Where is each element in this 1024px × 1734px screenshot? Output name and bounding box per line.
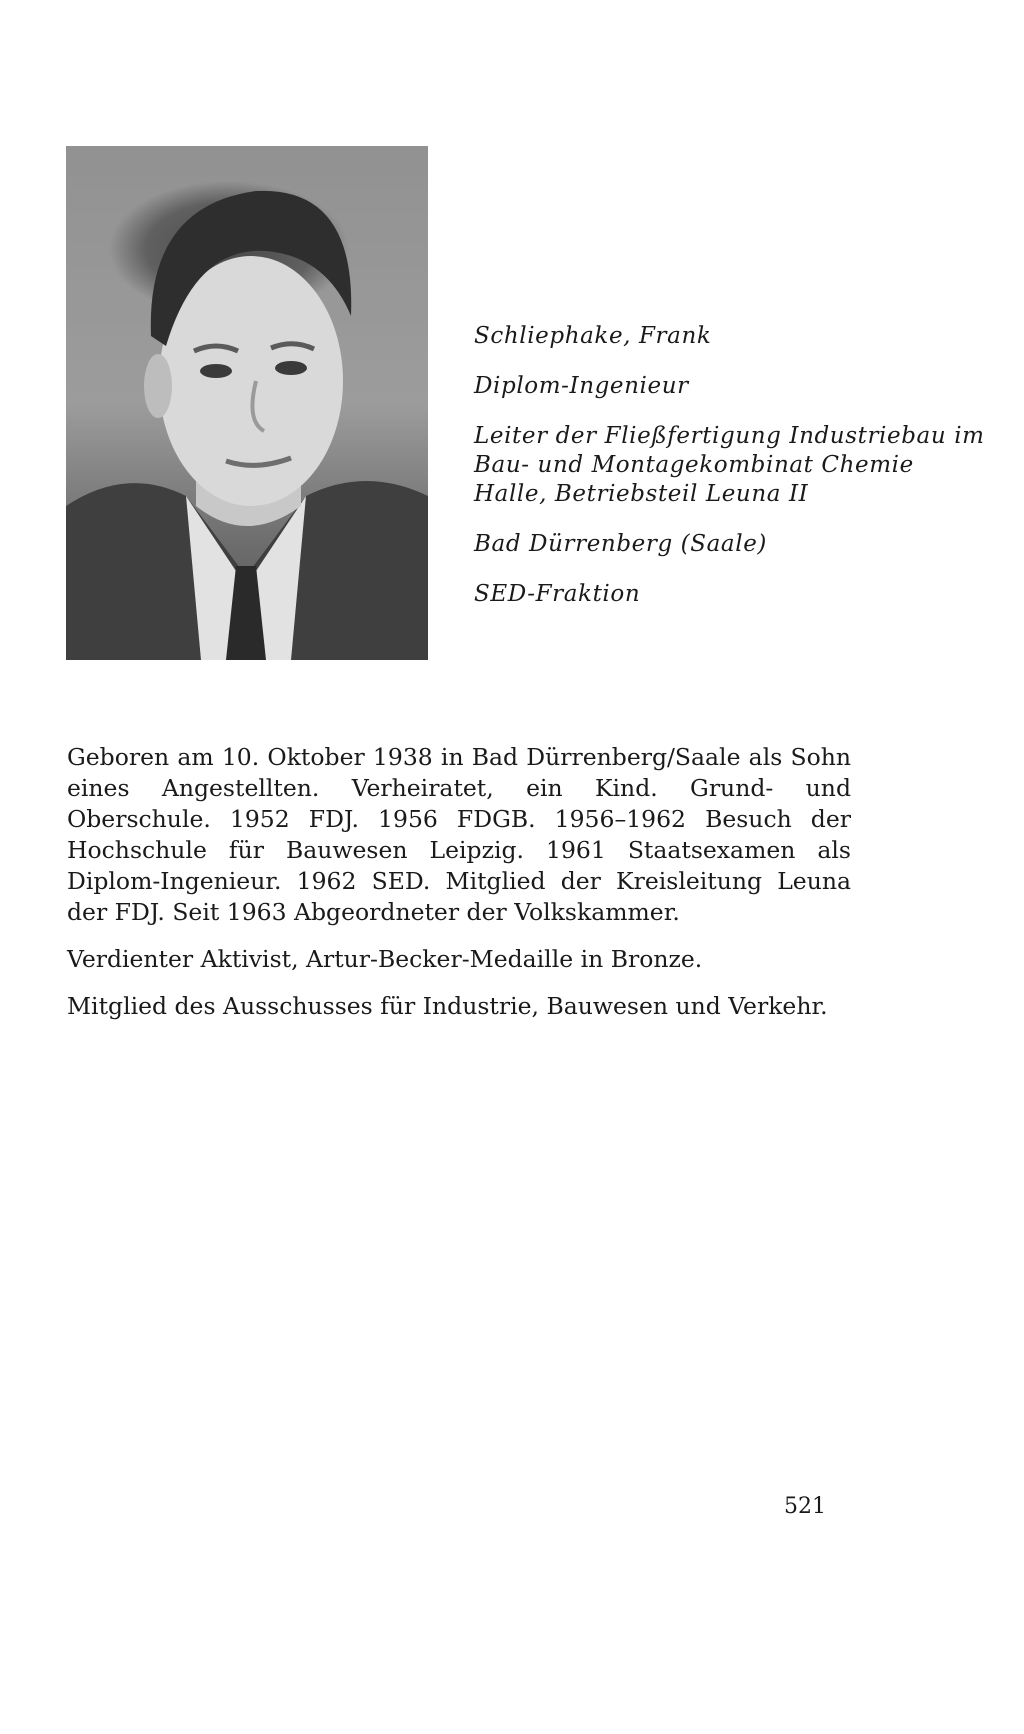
page-number: 521	[784, 1494, 826, 1519]
awards-paragraph: Verdienter Aktivist, Artur-Becker-Medaille in Bronze.	[67, 945, 703, 973]
biography-paragraph: Geboren am 10. Oktober 1938 in Bad Dürrenberg/Saale als Sohn eines Angestellten. Verheiratet, ein Kind. Grund- und Oberschule. 1952 FDJ. 1956 FDGB. 1956–1962 Besuch der Hochschule für Bauwesen Leipzig. 1961 Staatsexamen als Diplom-Ingenieur. 1962 SED. Mitglied der Kreisleitung Leuna der FDJ. Seit 1963 Abgeordneter der Volkskammer.	[67, 743, 851, 926]
person-name: Schliephake, Frank	[474, 323, 712, 349]
academic-degree: Diplom-Ingenieur	[474, 373, 689, 399]
job-position: Leiter der Fließfertigung Industriebau im Bau- und Montagekombinat Chemie Halle, Betriebsteil Leuna II	[474, 423, 985, 507]
committee-paragraph: Mitglied des Ausschusses für Industrie, Bauwesen und Verkehr.	[67, 992, 828, 1020]
portrait-drawing	[66, 146, 428, 660]
portrait-photo	[66, 146, 428, 660]
parliamentary-faction: SED-Fraktion	[474, 581, 641, 607]
biography-header	[474, 322, 994, 630]
biography-text	[67, 742, 851, 1038]
residence: Bad Dürrenberg (Saale)	[474, 531, 767, 557]
